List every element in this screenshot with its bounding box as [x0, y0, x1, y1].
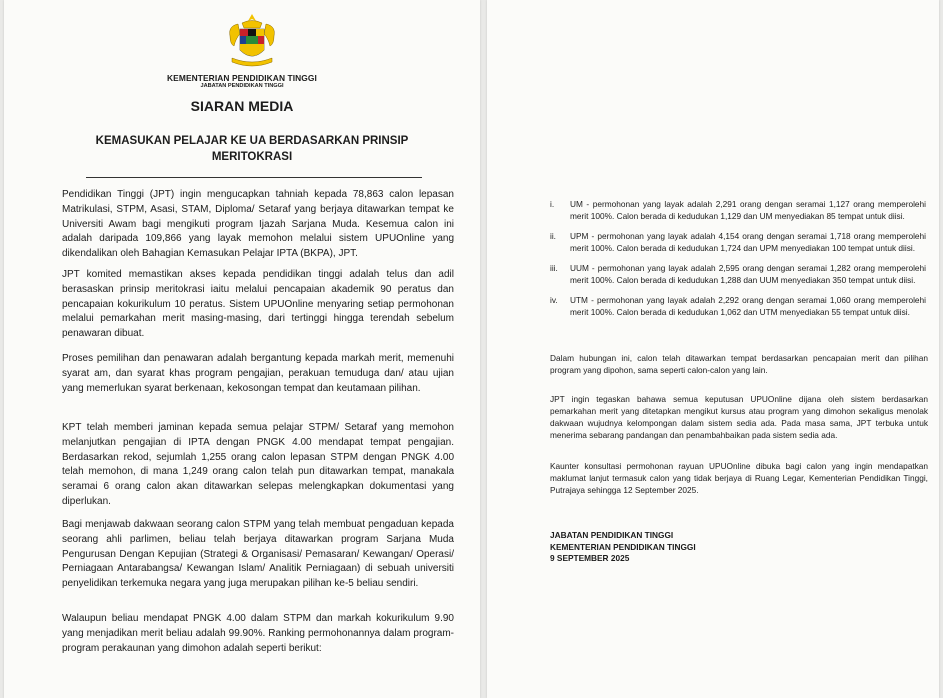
- right-paragraph-2: JPT ingin tegaskan bahawa semua keputusan UPUOnline dijana oleh sistem berdasarkan pemarkahan merit yang ditetapkan mengikut kursus atau program yang dimohon sekaligus menolak dakwaan wujudnya kelompongan dalam sistem sedia ada. Pada masa sama, JPT terbuka untuk menerima sebarang pandangan dan penambahbaikan pada sistem sedia ada.: [550, 394, 928, 440]
- divider-line: [86, 177, 422, 178]
- right-paragraph-3: Kaunter konsultasi permohonan rayuan UPUOnline dibuka bagi calon yang ingin mendapatkan maklumat lanjut termasuk calon yang tidak berjaya di Ruang Legar, Kementerian Pendidikan Tinggi, Putrajaya sehingga 12 September 2025.: [550, 461, 928, 495]
- right-paragraph-1: Dalam hubungan ini, calon telah ditawarkan tempat berdasarkan pencapaian merit dan pilihan program yang dipohon, sama seperti calon-calon yang lain.: [550, 353, 928, 375]
- coat-of-arms-emblem: [222, 12, 282, 74]
- ranking-list: [550, 198, 926, 326]
- list-item: [550, 198, 926, 222]
- press-headline: KEMASUKAN PELAJAR KE UA BERDASARKAN PRINSIP MERITOKRASI: [95, 135, 409, 163]
- paragraph-1: Pendidikan Tinggi (JPT) ingin mengucapkan tahniah kepada 78,863 calon lepasan Matrikulasi, STPM, Asasi, STAM, Diploma/ Setaraf yang berjaya ditawarkan tempat ke Universiti Awam bagi mengikuti program Ijazah Sarjana Muda. Kesemua calon ini adalah daripada 109,866 yang layak memohon melalui sistem UPUOnline yang dikendalikan oleh Bahagian Kemasukan Pelajar IPTA (BKPA), JPT.: [62, 189, 454, 260]
- ranking-text: UM - permohonan yang layak adalah 2,291 orang dengan seramai 1,127 orang memperolehi merit 100%. Calon berada di kedudukan 1,129 dan UM menyediakan 85 tempat untuk diisi.: [570, 199, 926, 221]
- ranking-text: UTM - permohonan yang layak adalah 2,292 orang dengan seramai 1,060 orang memperolehi merit 100%. Calon berada di kedudukan 1,062 dan UTM menyediakan 55 tempat untuk diisi.: [570, 295, 926, 317]
- list-number: iv.: [550, 295, 558, 305]
- paragraph-5: Bagi menjawab dakwaan seorang calon STPM yang telah membuat pengaduan kepada seorang ahli parlimen, beliau telah berjaya ditawarkan program Sarjana Muda Pengurusan Dengan Kepujian (Strategi & Organisasi/ Pemasaran/ Kewangan/ Operasi/ Perniagaan Antarabangsa/ Kewangan Islam/ Analitik Perniagaan) di sebuah universiti penyelidikan terkemuka negara yang juga merupakan pilihan ke-5 beliau sendiri.: [62, 519, 454, 590]
- signature-date: 9 SEPTEMBER 2025: [550, 553, 630, 563]
- paragraph-3: Proses pemilihan dan penawaran adalah bergantung kepada markah merit, memenuhi syarat am, dan syarat khas program pengajian, perakuan temuduga dan/ atau ujian yang memerlukan syarat berkenaan, kekosongan tempat dan keutamaan pilihan.: [62, 353, 454, 394]
- paragraph-4: KPT telah memberi jaminan kepada semua pelajar STPM/ Setaraf yang memohon melanjutkan pengajian di IPTA dengan PNGK 4.00 mendapat tempat pengajian. Berdasarkan rekod, sejumlah 1,255 orang calon lepasan STPM dengan PNGK 4.00 telah memohon, di mana 1,249 orang calon telah pun ditawarkan tempat, manakala seramai 6 orang calon akan ditawarkan selepas melengkapkan dokumentasi yang diperlukan.: [62, 422, 454, 507]
- crest-tiger-right: [264, 24, 274, 46]
- list-number: ii.: [550, 231, 556, 241]
- department-name: JABATAN PENDIDIKAN TINGGI: [200, 83, 284, 89]
- list-number: i.: [550, 199, 555, 209]
- signature-ministry: KEMENTERIAN PENDIDIKAN TINGGI: [550, 541, 696, 552]
- crest-tiger-left: [230, 24, 240, 46]
- signature-block: [550, 530, 850, 565]
- list-item: [550, 230, 926, 254]
- list-number: iii.: [550, 263, 558, 273]
- press-release-title: SIARAN MEDIA: [190, 98, 294, 114]
- signature-department: JABATAN PENDIDIKAN TINGGI: [550, 530, 674, 540]
- crest-star: [248, 14, 256, 21]
- list-item: [550, 294, 926, 318]
- paragraph-2: JPT komited memastikan akses kepada pendidikan tinggi adalah telus dan adil berasaskan prinsip meritokrasi iaitu melalui pencapaian akademik 90 peratus dan pencapaian kokurikulum 10 peratus. Sistem UPUOnline menyaring setiap permohonan melalui pemarkahan merit masing-masing, dari tertinggi hingga terendah sebelum penawaran dibuat.: [62, 269, 454, 340]
- list-item: [550, 262, 926, 286]
- page-right: [487, 0, 939, 698]
- ranking-text: UPM - permohonan yang layak adalah 4,154 orang dengan seramai 1,718 orang memperolehi merit 100%. Calon berada di kedudukan 1,724 dan UPM menyediakan 100 tempat untuk diisi.: [570, 231, 926, 253]
- ministry-name: KEMENTERIAN PENDIDIKAN TINGGI: [167, 73, 317, 83]
- crest-ribbon: [232, 58, 272, 66]
- ranking-text: UUM - permohonan yang layak adalah 2,595 orang dengan seramai 1,282 orang memperolehi merit 100%. Calon berada di kedudukan 1,288 dan UUM menyediakan 350 tempat untuk diisi.: [570, 263, 926, 285]
- crest-crescent: [242, 21, 262, 29]
- paragraph-6: Walaupun beliau mendapat PNGK 4.00 dalam STPM dan markah kokurikulum 9.90 yang menjadikan merit beliau adalah 99.90%. Ranking permohonannya dalam program-program perakaunan yang dimohon adalah seperti berikut:: [62, 613, 454, 654]
